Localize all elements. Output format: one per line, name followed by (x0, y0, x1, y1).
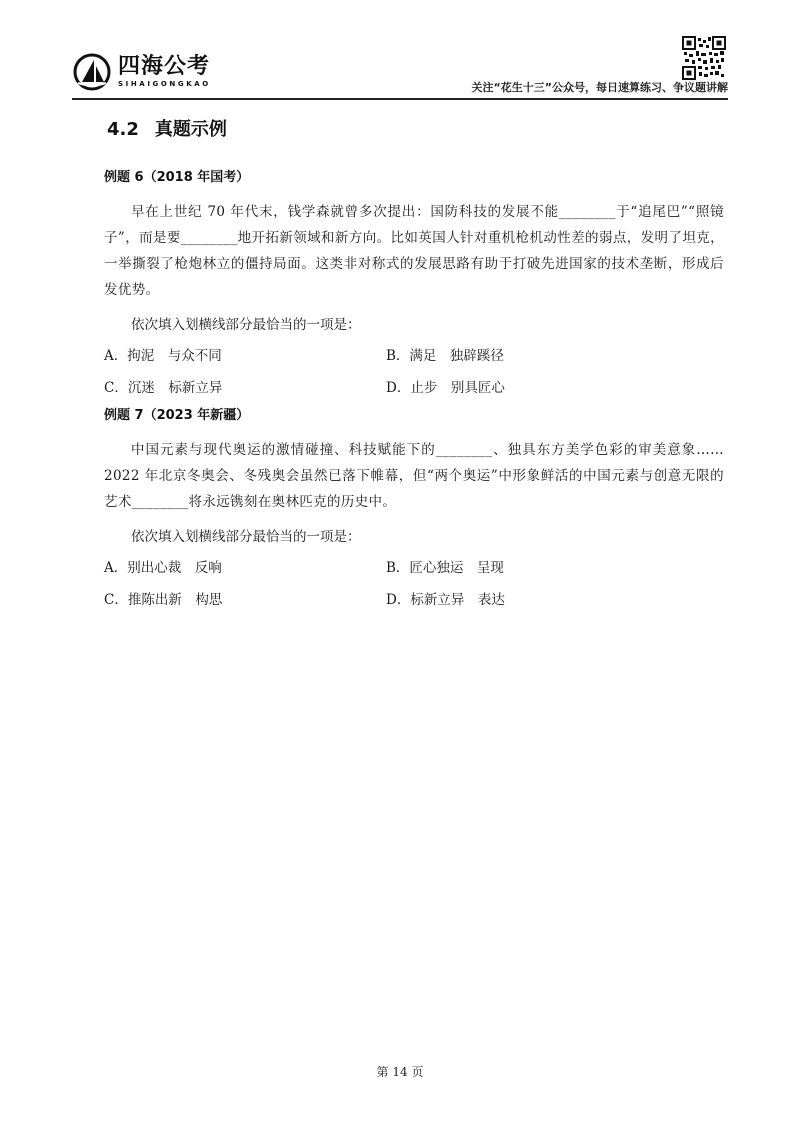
section-heading (107, 115, 227, 141)
example-7-paragraph: 中国元素与现代奥运的激情碰撞、科技赋能下的________、独具东方美学色彩的审美意象……2022 年北京冬奥会、冬残奥会虽然已落下帷幕，但“两个奥运”中形象鲜活的中国元素与创意无限的艺术________将永远镌刻在奥林匹克的历史中。 (104, 442, 724, 510)
page-number: 第 14 页 (376, 1065, 424, 1079)
example-6 (104, 166, 724, 407)
option-d: D．止步 别具匠心 (386, 380, 505, 396)
header-divider (72, 98, 728, 100)
example-6-title: 例题 6（2018 年国考） (104, 170, 250, 185)
option-c: C．沉迷 标新立异 (104, 380, 223, 396)
option-a: A．别出心裁 反响 (104, 560, 222, 576)
example-6-paragraph: 早在上世纪 70 年代末，钱学森就曾多次提出：国防科技的发展不能________于“追尾巴”“照镜子”，而是要________地开拓新领域和新方向。比如英国人针对重机枪机动性差的弱点，发明了坦克，一举撕裂了枪炮林立的僵持局面。这类非对称式的发展思路有助于打破先进国家的技术垄断，形成后发优势。 (104, 204, 724, 298)
option-b: B．满足 独辟蹊径 (386, 348, 504, 364)
option-c: C．推陈出新 构思 (104, 592, 223, 608)
sail-logo-icon (72, 52, 112, 92)
option-b: B．匠心独运 呈现 (386, 560, 504, 576)
example-7-title: 例题 7（2023 年新疆） (104, 408, 250, 423)
option-a: A．拘泥 与众不同 (104, 348, 222, 364)
example-6-prompt: 依次填入划横线部分最恰当的一项是： (131, 317, 361, 333)
example-6-options (104, 343, 724, 407)
example-7-prompt: 依次填入划横线部分最恰当的一项是： (131, 529, 361, 545)
qr-code-icon (682, 36, 726, 80)
logo-chinese-text: 四海公考 (118, 54, 211, 79)
section-title-text: 真题示例 (154, 119, 227, 140)
brand-logo (72, 52, 211, 92)
option-d: D．标新立异 表达 (386, 592, 505, 608)
example-7-options (104, 555, 724, 619)
logo-english-text: SIHAIGONGKAO (118, 80, 211, 88)
page-header (72, 38, 728, 96)
section-number: 4.2 (107, 119, 139, 140)
example-7 (104, 404, 724, 619)
header-tagline: 关注“花生十三”公众号，每日速算练习、争议题讲解 (471, 81, 728, 94)
